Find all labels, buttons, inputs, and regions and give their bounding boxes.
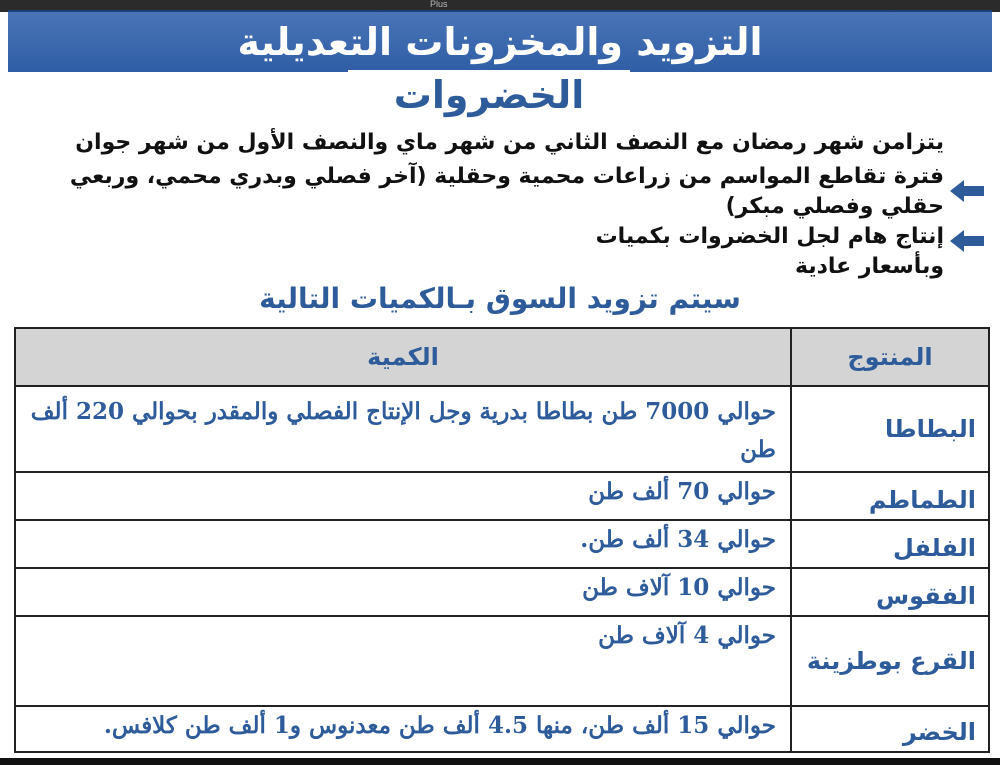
product-cell: الفلفل	[791, 520, 989, 568]
product-cell: الفقوس	[791, 568, 989, 616]
quantity-cell: حوالي 15 ألف طن، منها 4.5 ألف طن معدنوس و1 ألف طن كلافس.	[15, 706, 791, 752]
arrow-left-icon	[950, 180, 984, 202]
bullet-item: يتزامن شهر رمضان مع النصف الثاني من شهر ماي والنصف الأول من شهر جوان	[75, 130, 944, 155]
bullet-item: إنتاج هام لجل الخضروات بكميات وبأسعار عادية	[595, 224, 944, 279]
table-row	[15, 706, 989, 752]
product-cell: الخضر	[791, 706, 989, 752]
quantity-cell: حوالي 4 آلاف طن	[15, 616, 791, 706]
quantity-cell: حوالي 34 ألف طن.	[15, 520, 791, 568]
table-row	[15, 616, 989, 706]
table-row	[15, 520, 989, 568]
bullet-list	[0, 122, 1000, 294]
page-subtitle: الخضروات	[348, 70, 630, 120]
quantity-cell: حوالي 7000 طن بطاطا بدرية وجل الإنتاج الفصلي والمقدر بحوالي 220 ألف طن	[15, 386, 791, 472]
product-cell: الطماطم	[791, 472, 989, 520]
table-header-row	[15, 328, 989, 386]
table-row	[15, 472, 989, 520]
strip-label: Plus	[430, 0, 448, 9]
bottom-rule	[0, 758, 1000, 765]
table-row	[15, 568, 989, 616]
product-cell: القرع بوطزينة	[791, 616, 989, 706]
column-header-product: المنتوج	[791, 328, 989, 386]
quantity-cell: حوالي 70 ألف طن	[15, 472, 791, 520]
product-cell: البطاطا	[791, 386, 989, 472]
quantities-table	[14, 327, 990, 753]
table-row	[15, 386, 989, 472]
arrow-left-icon	[950, 230, 984, 252]
section-heading: سيتم تزويد السوق بـالكميات التالية	[259, 282, 741, 315]
quantity-cell: حوالي 10 آلاف طن	[15, 568, 791, 616]
bullet-item: فترة تقاطع المواسم من زراعات محمية وحقلية (آخر فصلي وبدري محمي، وربعي حقلي وفصلي مبكر)	[69, 164, 944, 219]
page-title: التزويد والمخزونات التعديلية	[8, 10, 992, 72]
column-header-quantity: الكمية	[15, 328, 791, 386]
